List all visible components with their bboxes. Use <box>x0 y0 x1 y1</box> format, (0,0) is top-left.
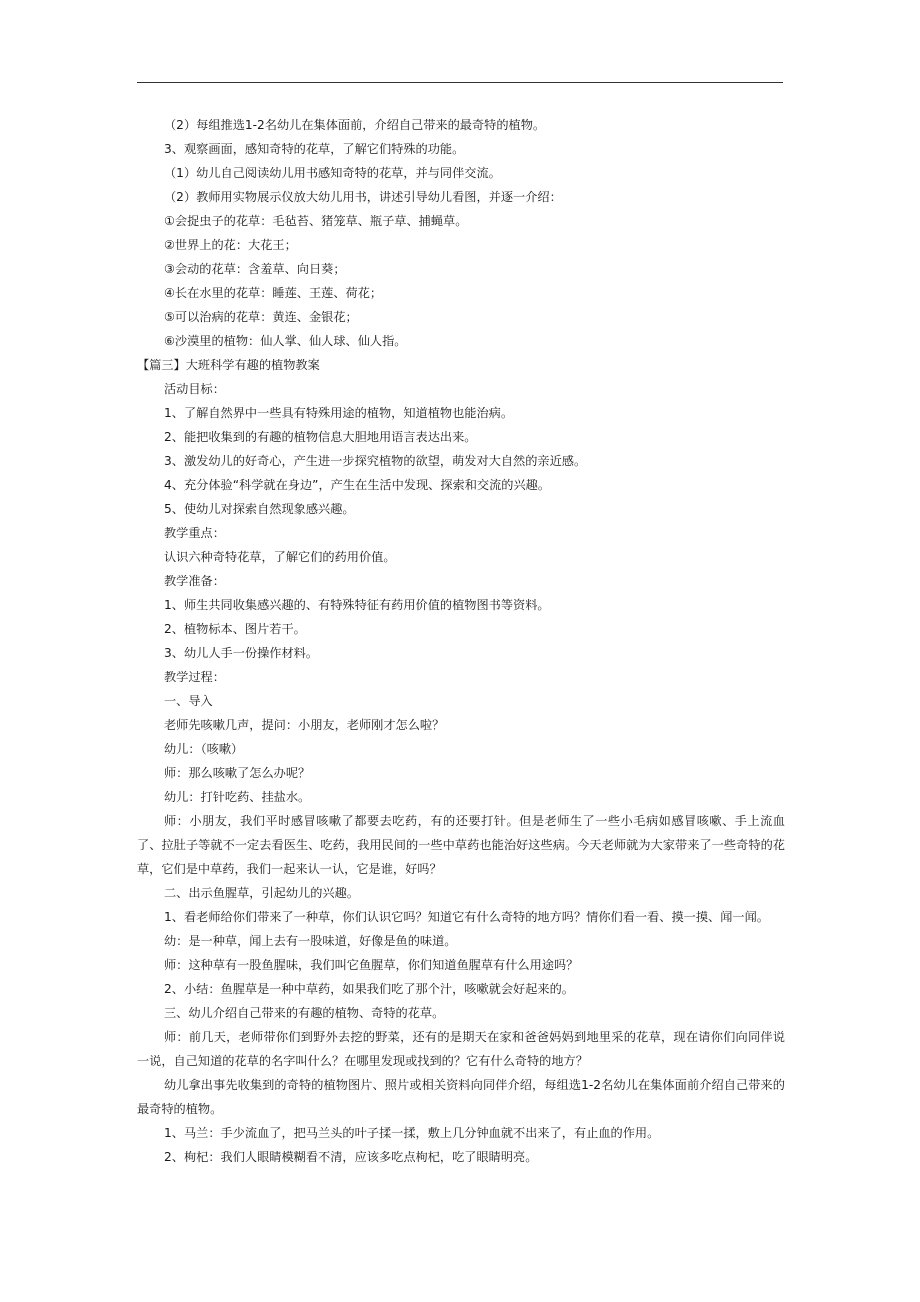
text-line: ⑤可以治病的花草：黄连、金银花； <box>164 310 358 324</box>
text-line: 幼：是一种草，闻上去有一股味道，好像是鱼的味道。 <box>164 934 457 948</box>
text-line: 师：那么咳嗽了怎么办呢？ <box>164 766 311 780</box>
text-line: ④长在水里的花草：睡莲、王莲、荷花； <box>164 286 383 300</box>
paragraph: 师：小朋友，我们平时感冒咳嗽了都要去吃药，有的还要打针。但是老师生了一些小毛病如感冒咳嗽、手上流血了、拉肚子等就不一定去看医生、吃药，我用民间的一些中草药也能治好这些病。今天老师就为大家带来了一些奇特的花草，它们是中草药，我们一起来认一认，它是谁，好吗？ <box>137 814 785 876</box>
text-line: ②世界上的花：大花王； <box>164 238 297 252</box>
text-line: 教学重点： <box>164 526 225 540</box>
text-line: ①会捉虫子的花草：毛毡苔、猪笼草、瓶子草、捕蝇草。 <box>164 214 468 228</box>
section-heading: 【篇三】大班科学有趣的植物教案 <box>137 358 320 372</box>
text-line: 4、充分体验“科学就在身边”，产生在生活中发现、探索和交流的兴趣。 <box>164 478 551 492</box>
text-line: （2）教师用实物展示仪放大幼儿用书，讲述引导幼儿看图，并逐一介绍： <box>164 190 562 204</box>
text-line: 5、使幼儿对探索自然现象感兴趣。 <box>164 502 355 516</box>
text-line: 幼儿：（咳嗽） <box>164 742 244 756</box>
header-rule <box>137 82 783 83</box>
text-line: 1、师生共同收集感兴趣的、有特殊特征有药用价值的植物图书等资料。 <box>164 598 550 612</box>
text-line: 三、幼儿介绍自己带来的有趣的植物、奇特的花草。 <box>164 1006 445 1020</box>
text-line: 1、看老师给你们带来了一种草，你们认识它吗？知道它有什么奇特的地方吗？情你们看一看、摸一摸、闻一闻。 <box>164 910 769 924</box>
text-line: 3、激发幼儿的好奇心，产生进一步探究植物的欲望，萌发对大自然的亲近感。 <box>164 454 587 468</box>
text-line: 师：这种草有一股鱼腥味，我们叫它鱼腥草，你们知道鱼腥草有什么用途吗？ <box>164 958 579 972</box>
text-line: 教学准备： <box>164 574 225 588</box>
text-line: 一、导入 <box>164 694 213 708</box>
text-line: 活动目标： <box>164 382 225 396</box>
text-line: 3、观察画面，感知奇特的花草，了解它们特殊的功能。 <box>164 142 465 156</box>
paragraph: 幼儿拿出事先收集到的奇特的植物图片、照片或相关资料向同伴介绍，每组选1-2名幼儿在集体面前介绍自己带来的最奇特的植物。 <box>137 1078 785 1116</box>
text-line: 1、马兰：手少流血了，把马兰头的叶子揉一揉，敷上几分钟血就不出来了，有止血的作用。 <box>164 1126 660 1140</box>
text-line: ⑥沙漠里的植物：仙人掌、仙人球、仙人指。 <box>164 334 407 348</box>
text-line: 幼儿：打针吃药、挂盐水。 <box>164 790 311 804</box>
text-line: ③会动的花草：含羞草、向日葵； <box>164 262 346 276</box>
text-line: 2、植物标本、图片若干。 <box>164 622 306 636</box>
document-body <box>137 113 785 1169</box>
text-line: 2、能把收集到的有趣的植物信息大胆地用语言表达出来。 <box>164 430 477 444</box>
text-line: 教学过程： <box>164 670 225 684</box>
text-line: （2）每组推选1-2名幼儿在集体面前，介绍自己带来的最奇特的植物。 <box>164 118 546 132</box>
text-line: 认识六种奇特花草，了解它们的药用价值。 <box>164 550 396 564</box>
text-line: 2、枸杞：我们人眼睛模糊看不清，应该多吃点枸杞，吃了眼睛明亮。 <box>164 1150 538 1164</box>
text-line: 老师先咳嗽几声，提问：小朋友，老师刚才怎么啦？ <box>164 718 445 732</box>
text-line: 2、小结：鱼腥草是一种中草药，如果我们吃了那个汁，咳嗽就会好起来的。 <box>164 982 574 996</box>
paragraph: 师：前几天，老师带你们到野外去挖的野菜，还有的是期天在家和爸爸妈妈到地里采的花草，现在请你们向同伴说一说，自己知道的花草的名字叫什么？在哪里发现或找到的？它有什么奇特的地方？ <box>137 1030 785 1068</box>
text-line: 3、幼儿人手一份操作材料。 <box>164 646 319 660</box>
text-line: 1、了解自然界中一些具有特殊用途的植物，知道植物也能治病。 <box>164 406 514 420</box>
text-line: 二、出示鱼腥草，引起幼儿的兴趣。 <box>164 886 359 900</box>
text-line: （1）幼儿自己阅读幼儿用书感知奇特的花草，并与同伴交流。 <box>164 166 501 180</box>
